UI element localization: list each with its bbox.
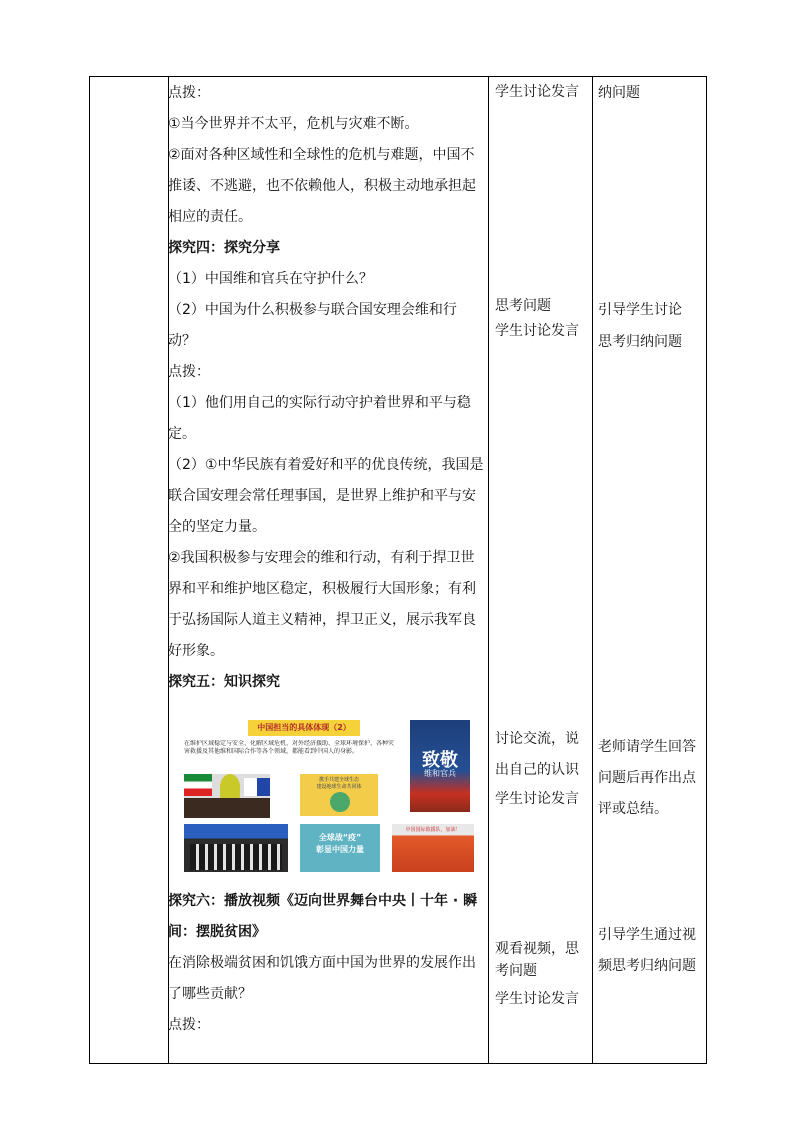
banner-image: 中国担当的具体体现（2） bbox=[248, 720, 360, 736]
activity-text-3: 学生讨论发言 bbox=[495, 323, 579, 339]
flags-image bbox=[184, 774, 270, 818]
answer-3: ②我国积极参与安理会的维和行动，有利于捍卫世界和平和维护地区稳定，积极履行大国形象；有利于弘扬国际人道主义精神，捍卫正义，展示我军良好形象。 bbox=[168, 550, 476, 659]
activity-text-6: 观看视频，思考问题 bbox=[495, 941, 579, 979]
image-collage bbox=[182, 718, 476, 874]
main-content bbox=[168, 78, 484, 698]
section-heading-5: 探究五：知识探究 bbox=[168, 674, 280, 690]
answer-2: （2）①中华民族有着爱好和平的优良传统，我国是联合国安理会常任理事国，是世界上维护和平与安全的坚定力量。 bbox=[168, 457, 484, 535]
answer-1: （1）他们用自己的实际行动守护着世界和平与稳定。 bbox=[168, 395, 471, 442]
activity-text-4: 讨论交流，说出自己的认识 bbox=[495, 731, 579, 778]
guide-text-5: 引导学生通过视频思考归纳问题 bbox=[598, 927, 696, 974]
question-1: （1）中国维和官兵在守护什么？ bbox=[168, 271, 373, 287]
section-heading-6: 探究六：播放视频《迈向世界舞台中央丨十年 · 瞬间：摆脱贫困》 bbox=[168, 893, 478, 940]
col-divider-2 bbox=[488, 77, 489, 1063]
hint-label: 点拨： bbox=[168, 85, 210, 101]
activity-text-5: 学生讨论发言 bbox=[495, 791, 579, 807]
main-content-lower bbox=[168, 886, 484, 1041]
rescue-team-image: 中国国际救援队，加油！ bbox=[392, 824, 474, 872]
guide-text-2: 引导学生讨论 bbox=[598, 302, 682, 318]
hint-point-1: ①当今世界并不太平，危机与灾难不断。 bbox=[168, 116, 419, 132]
peacekeeper-poster-image: 致敬 维和官兵 bbox=[410, 720, 470, 812]
section-heading-4: 探究四：探究分享 bbox=[168, 240, 280, 256]
guide-text-4: 老师请学生回答问题后再作出点评或总结。 bbox=[598, 739, 696, 817]
eco-poster-image: 携手共建全球生态 建设地球生命共同体 bbox=[300, 774, 378, 816]
guide-text-3: 思考归纳问题 bbox=[598, 334, 682, 350]
delegation-photo-image bbox=[184, 824, 288, 872]
guide-text-1: 纳问题 bbox=[598, 85, 640, 101]
question-6: 在消除极端贫困和饥饿方面中国为世界的发展作出了哪些贡献？ bbox=[168, 955, 476, 1002]
covid-poster-image: 全球战“疫” 彰显中国力量 bbox=[300, 824, 380, 872]
activity-text-1: 学生讨论发言 bbox=[495, 84, 579, 100]
hint-label: 点拨： bbox=[168, 364, 210, 380]
col-divider-3 bbox=[592, 77, 593, 1063]
activity-text-2: 思考问题 bbox=[495, 298, 551, 314]
hint-point-2: ②面对各种区域性和全球性的危机与难题，中国不推诿、不逃避，也不依赖他人，积极主动地承担起相应的责任。 bbox=[168, 147, 476, 225]
question-2: （2）中国为什么积极参与联合国安理会维和行动？ bbox=[168, 302, 457, 349]
description-image: 在维护区域稳定与安全、化解区域危机、对外经济援助、全球环境保护、各种灾害救援及其他维和国际合作等各个领域，都能看到中国人的身影。 bbox=[184, 740, 395, 755]
hint-label: 点拨： bbox=[168, 1017, 210, 1033]
activity-text-7: 学生讨论发言 bbox=[495, 991, 579, 1007]
